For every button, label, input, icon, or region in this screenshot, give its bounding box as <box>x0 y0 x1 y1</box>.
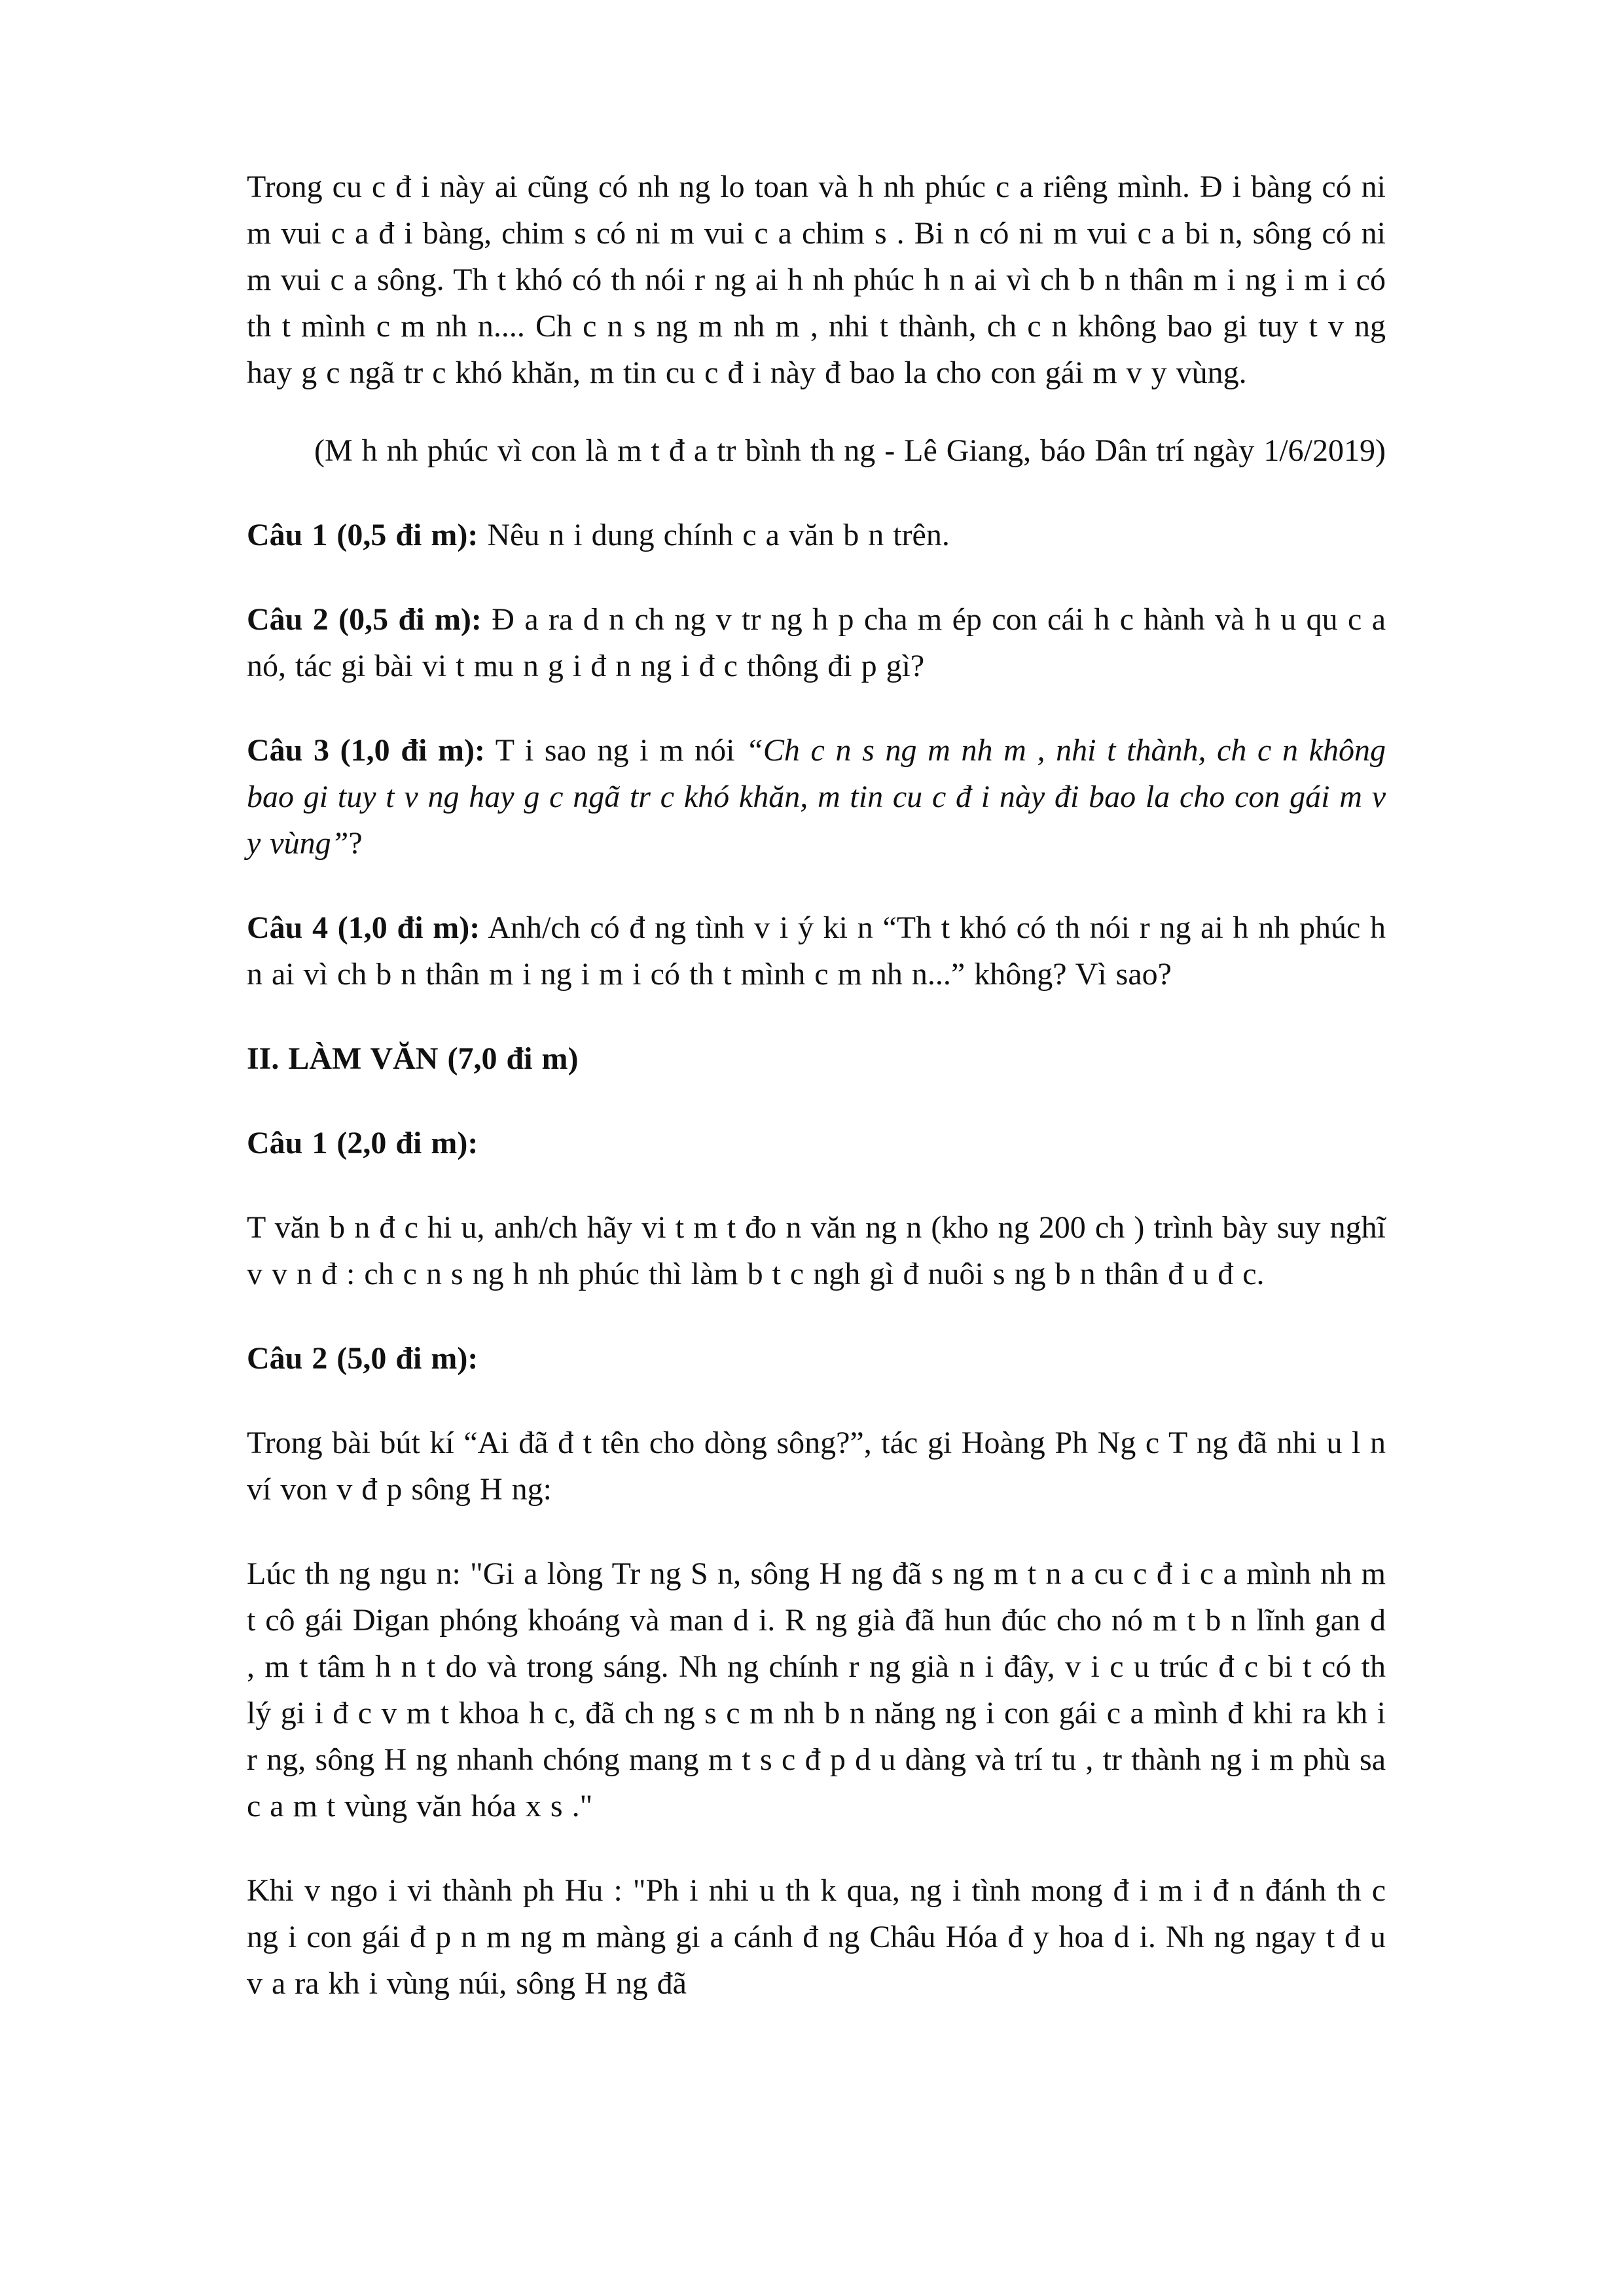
question-label: Câu 1 (0,5 đi m): <box>247 518 478 552</box>
question-text: Nêu n i dung chính c a văn b n trên. <box>478 518 950 552</box>
essay-question-1-text: T văn b n đ c hi u, anh/ch hãy vi t m t đo n văn ng n (kho ng 200 ch ) trình bày suy nghĩ v v n đ : ch c n s ng h nh phúc thì làm b t c ngh gì đ nuôi s ng b n thân đ u đ c. <box>247 1210 1386 1291</box>
essay-quote-upstream: Lúc th ng ngu n: "Gi a lòng Tr ng S n, sông H ng đã s ng m t n a cu c đ i c a mình nh m t cô gái Digan phóng khoáng và man d i. R ng già đã hun đúc cho nó m t b n lĩnh gan d , m t tâm h n t do và trong sáng. Nh ng chính r ng già n i đây, v i c u trúc đ c bi t có th lý gi i đ c v m t khoa h c, đã ch ng s c m nh b n năng ng i con gái c a mình đ khi ra kh i r ng, sông H ng nhanh chóng mang m t s c đ p d u dàng và trí tu , tr thành ng i m phù sa c a m t vùng văn hóa x s ." <box>247 1556 1386 1823</box>
essay-question-2-intro: Trong bài bút kí “Ai đã đ t tên cho dòng sông?”, tác gi Hoàng Ph Ng c T ng đã nhi u l n ví von v đ p sông H ng: <box>247 1426 1386 1507</box>
question-quote: “Ch c n s ng m nh m , nhi t thành, ch c n không bao gi tuy t v ng hay g c ngã tr c khó khăn, m tin cu c đ i này đi bao la cho con gái m v y vùng” <box>247 733 1386 861</box>
question-text: Đ a ra d n ch ng v tr ng h p cha m ép con cái h c hành và h u qu c a nó, tác gi bài vi t mu n g i đ n ng i đ c thông đi p gì? <box>247 602 1386 683</box>
essay-question-1-label: Câu 1 (2,0 đi m): <box>247 1126 478 1160</box>
question-label: Câu 3 (1,0 đi m): <box>247 733 485 768</box>
question-text: T i sao ng i m nói <box>484 733 746 768</box>
question-1 <box>247 512 1386 558</box>
section-heading: II. LÀM VĂN (7,0 đi m) <box>247 1041 579 1076</box>
question-4 <box>247 905 1386 997</box>
document-page <box>247 164 1386 2007</box>
question-3 <box>247 727 1386 867</box>
question-label: Câu 4 (1,0 đi m): <box>247 910 480 945</box>
essay-quote-hue: Khi v ngo i vi thành ph Hu : "Ph i nhi u th k qua, ng i tình mong đ i m i đ n đánh th c ng i con gái đ p n m ng m màng gi a cánh đ ng Châu Hóa đ y hoa d i. Nh ng ngay t đ u v a ra kh i vùng núi, sông H ng đã <box>247 1873 1386 2001</box>
question-2 <box>247 596 1386 689</box>
question-tail: ? <box>348 826 363 861</box>
question-label: Câu 2 (0,5 đi m): <box>247 602 482 637</box>
passage-source: (M h nh phúc vì con là m t đ a tr bình th ng - Lê Giang, báo Dân trí ngày 1/6/2019) <box>314 433 1386 468</box>
passage-paragraph: Trong cu c đ i này ai cũng có nh ng lo toan và h nh phúc c a riêng mình. Đ i bàng có ni m vui c a đ i bàng, chim s có ni m vui c a chim s . Bi n có ni m vui c a bi n, sông có ni m vui c a sông. Th t khó có th nói r ng ai h nh phúc h n ai vì ch b n thân m i ng i m i có th t mình c m nh n.... Ch c n s ng m nh m , nhi t thành, ch c n không bao gi tuy t v ng hay g c ngã tr c khó khăn, m tin cu c đ i này đ bao la cho con gái m v y vùng. <box>247 170 1386 390</box>
question-text: Anh/ch có đ ng tình v i ý ki n “Th t khó có th nói r ng ai h nh phúc h n ai vì ch b n thân m i ng i m i có th t mình c m nh n...” không? Vì sao? <box>247 910 1386 992</box>
essay-question-2-label: Câu 2 (5,0 đi m): <box>247 1341 478 1376</box>
